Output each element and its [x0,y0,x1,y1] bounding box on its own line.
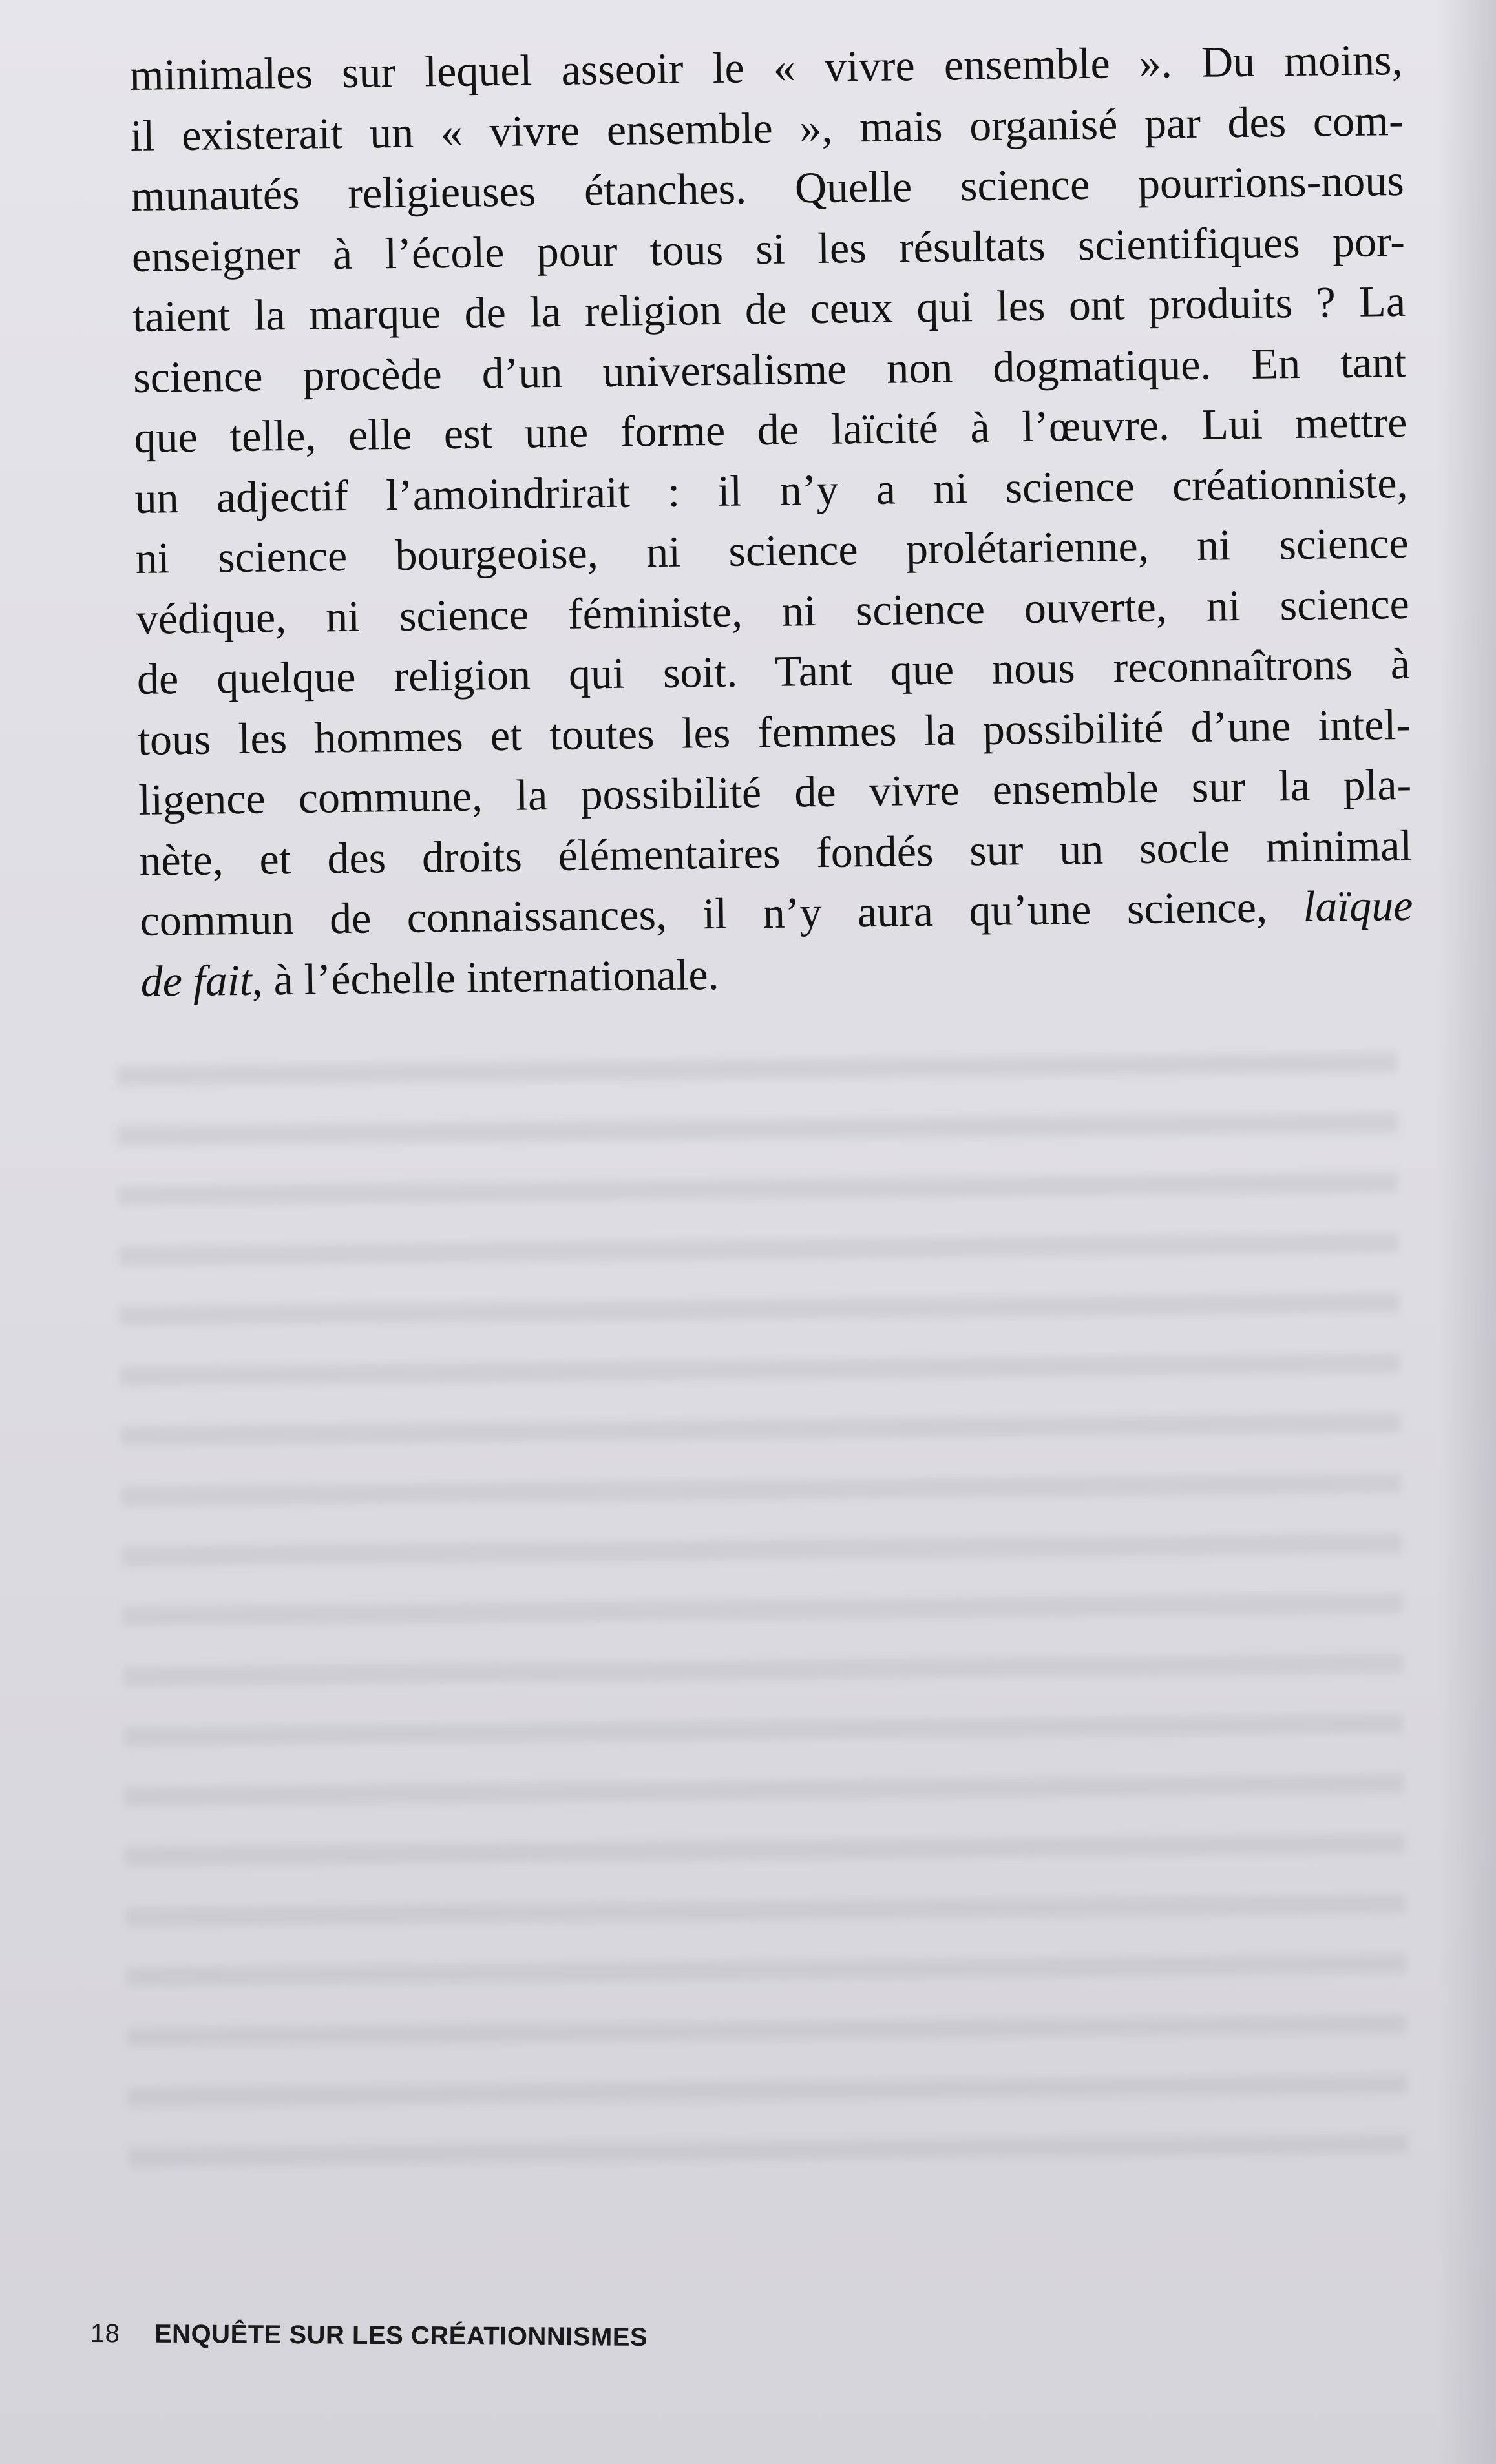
italic-phrase: de fait [140,955,253,1006]
text-line: enseigner à l’école pour tous si les résultats scientifiques por- [131,216,1406,281]
text-line: science procède d’un universalisme non dogmatique. En tant [132,337,1407,402]
page-footer [90,2319,648,2352]
show-through-text [117,1027,1409,2204]
text-line: nète, et des droits élémentaires fondés sur un socle minimal [138,820,1413,885]
text-line: védique, ni science féministe, ni science ouverte, ni science [136,578,1410,643]
text-line: que telle, elle est une forme de laïcité à l’œuvre. Lui mettre [133,397,1407,462]
text-line: ligence commune, la possibilité de vivre ensemble sur la pla- [138,759,1412,824]
text-line: tous les hommes et toutes les femmes la possibilité d’une intel- [137,699,1411,764]
text-line: commun de connaissances, il n’y aura qu’une science, laïque [140,880,1413,945]
text-line: minimales sur lequel asseoir le « vivre ensemble ». Du moins, [129,34,1403,99]
italic-phrase: laïque [1302,880,1413,931]
text-line: ni science bourgeoise, ni science prolétarienne, ni science [135,517,1409,583]
page-number: 18 [90,2319,120,2348]
text-line: un adjectif l’amoindrirait : il n’y a ni science créationniste, [134,457,1408,523]
text-line: de quelque religion qui soit. Tant que nous reconnaîtrons à [136,638,1411,704]
body-paragraph [129,30,1414,1012]
closing-text: , à l’échelle internationale. [251,949,720,1005]
running-title: ENQUÊTE SUR LES CRÉATIONNISMES [154,2319,648,2352]
text-line: munautés religieuses étanches. Quelle science pourrions-nous [131,155,1405,220]
text-line: il existerait un « vivre ensemble », mais organisé par des com- [130,95,1404,160]
text-line: taient la marque de la religion de ceux qui les ont produits ? La [132,276,1406,341]
